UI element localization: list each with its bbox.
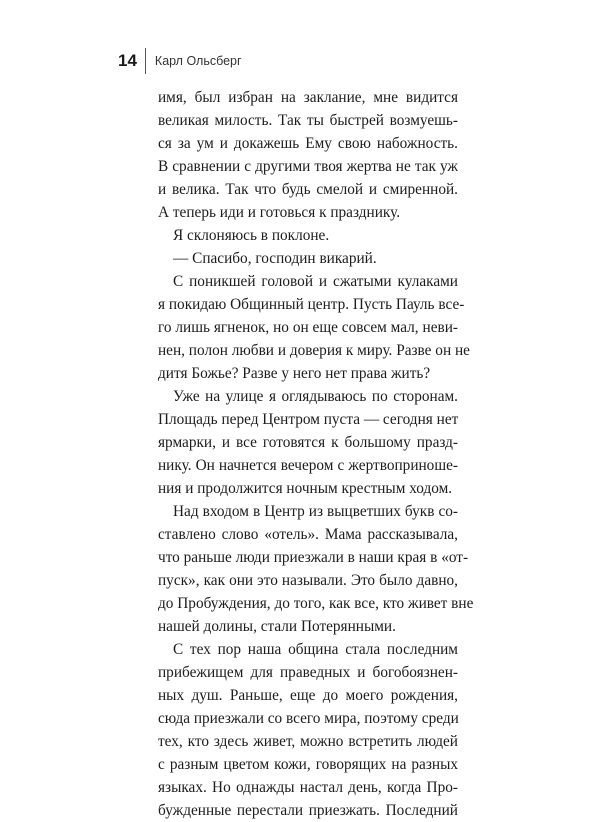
text-line: прибежищем для праведных и богобоязнен- xyxy=(158,664,458,681)
paragraph xyxy=(158,86,458,224)
paragraph xyxy=(158,224,458,247)
text-line: до Пробуждения, до того, как все, кто живет вне xyxy=(158,595,474,612)
text-line: ставлено слово «отель». Мама рассказывала, xyxy=(158,526,458,543)
text-line: я покидаю Общинный центр. Пусть Пауль все- xyxy=(158,296,465,313)
body-text xyxy=(158,86,474,822)
text-line: дитя Божье? Разве у него нет права жить? xyxy=(158,365,431,382)
text-line: ся за ум и докажешь Ему свою набожность. xyxy=(158,135,458,152)
text-line: имя, был избран на заклание, мне видится xyxy=(158,89,458,106)
text-line: ных душ. Раньше, еще до моего рождения, xyxy=(158,687,458,704)
text-line: А теперь иди и готовься к празднику. xyxy=(158,204,401,221)
text-line: Над входом в Центр из выцветших букв со- xyxy=(173,503,458,520)
text-line: ния и продолжится ночным крестным ходом. xyxy=(158,480,453,497)
paragraph xyxy=(158,270,470,385)
text-line: сюда приезжали со всего мира, поэтому среди xyxy=(158,710,459,727)
text-line: В сравнении с другими твоя жертва не так уж xyxy=(158,158,458,175)
text-line: бужденные перестали приезжать. Последний xyxy=(158,802,458,819)
text-line: нашей долины, стали Потерянными. xyxy=(158,618,396,635)
running-title: Карл Ольсберг xyxy=(154,54,242,68)
paragraph xyxy=(158,247,458,270)
text-line: ярмарки, и все готовятся к большому празд- xyxy=(158,434,458,451)
text-line: нику. Он начнется вечером с жертвоприноше- xyxy=(158,457,458,474)
paragraph xyxy=(158,500,474,638)
text-line: Уже на улице я оглядываюсь по сторонам. xyxy=(173,388,458,405)
text-line: что раньше люди приезжали в наши края в «от- xyxy=(158,549,469,566)
text-line: тех, кто здесь живет, можно встретить людей xyxy=(158,733,458,750)
page-number: 14 xyxy=(118,51,137,70)
text-line: Я склоняюсь в поклоне. xyxy=(173,227,330,244)
header-divider xyxy=(145,48,146,74)
text-line: С тех пор наша община стала последним xyxy=(173,641,458,658)
paragraph xyxy=(158,385,458,500)
text-line: пуск», как они это называли. Это было давно, xyxy=(158,572,458,589)
text-line: с разным цветом кожи, говорящих на разных xyxy=(158,756,458,773)
text-line: нен, полон любви и доверия к миру. Разве он не xyxy=(158,342,470,359)
running-header xyxy=(118,48,242,74)
text-line: — Спасибо, господин викарий. xyxy=(173,250,377,267)
text-line: и велика. Так что будь смелой и смиренной. xyxy=(158,181,458,198)
text-line: великая милость. Так ты быстрей возмуешь- xyxy=(158,112,458,129)
text-line: С поникшей головой и сжатыми кулаками xyxy=(173,273,458,290)
text-line: языках. Но однажды настал день, когда Про- xyxy=(158,779,458,796)
text-line: го лишь ягненок, но он еще совсем мал, неви- xyxy=(158,319,458,336)
text-line: Площадь перед Центром пуста — сегодня нет xyxy=(158,411,459,428)
paragraph xyxy=(158,638,458,822)
